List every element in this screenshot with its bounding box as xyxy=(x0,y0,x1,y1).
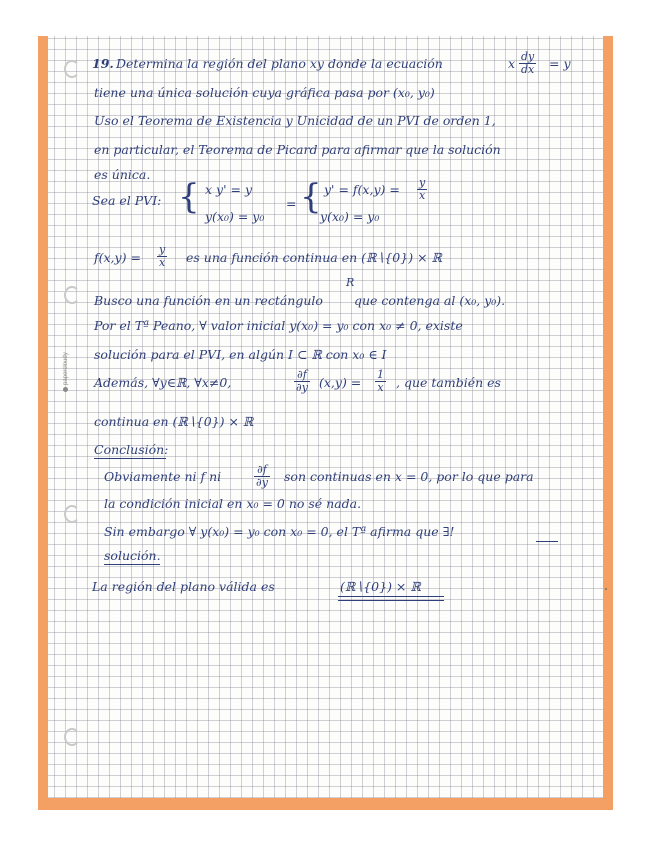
problem-line-1: Determina la región del plano xy donde la ecuación xyxy=(116,56,443,71)
final-answer: (ℝ∖{0}) × ℝ xyxy=(340,579,421,594)
conclusion-partial-fraction xyxy=(254,464,270,489)
conclusion-line-1b: son continuas en x = 0, por lo que para xyxy=(284,469,534,484)
conclusion-line-2: la condición inicial en x₀ = 0 no sé nada. xyxy=(104,496,362,511)
logo-icon xyxy=(63,387,68,392)
fraction-denominator: x xyxy=(377,381,384,394)
pvi-equation-1: x y' = y xyxy=(205,182,253,197)
partial-denominator: ∂y xyxy=(256,476,268,489)
final-prefix: La región del plano válida es xyxy=(92,579,275,594)
fraction-numerator: y xyxy=(419,176,426,189)
page-dot xyxy=(605,588,607,590)
one-over-x-fraction xyxy=(375,369,386,394)
intro-line-3: es única. xyxy=(94,167,151,182)
continuity-lhs: f(x,y) = xyxy=(94,250,141,265)
ademas-args: (x,y) = xyxy=(319,375,362,390)
left-brace-2: { xyxy=(300,177,322,217)
brand-logo xyxy=(63,352,69,392)
partial-denominator: ∂y xyxy=(296,381,308,394)
problem-number: 19. xyxy=(92,56,114,71)
search-line-1: Busco una función en un rectángulo xyxy=(94,293,323,308)
binder-hole-1 xyxy=(64,60,80,78)
search-line-1b: que contenga al (x₀, y₀). xyxy=(354,293,506,308)
fraction-denominator: x xyxy=(159,256,166,269)
fraction-numerator: y xyxy=(159,243,166,256)
partial-numerator: ∂f xyxy=(254,464,270,477)
pvi-label: Sea el PVI: xyxy=(92,193,162,208)
pvi-equals: = xyxy=(286,196,297,211)
logo-text: papercloudy xyxy=(63,352,70,385)
problem-line-2: tiene una única solución cuya gráfica pasa por (x₀, y₀) xyxy=(94,85,435,100)
answer-underline-1 xyxy=(338,596,444,597)
equation-rhs: = y xyxy=(549,56,571,71)
continuity-fraction xyxy=(157,244,167,269)
binder-hole-2 xyxy=(64,286,80,304)
fraction-denominator: x xyxy=(419,189,426,202)
peano-line: Por el Tª Peano, ∀ valor inicial y(x₀) = y₀ con x₀ ≠ 0, existe xyxy=(94,318,463,333)
answer-underline-2 xyxy=(338,600,444,601)
conclusion-heading: Conclusión: xyxy=(94,442,169,457)
equation-x: x xyxy=(508,56,516,71)
intro-line-2: en particular, el Teorema de Picard para afirmar que la solución xyxy=(94,142,501,157)
pvi-equation-2: y' = f(x,y) = xyxy=(324,182,400,197)
dx-denominator: dx xyxy=(521,63,535,76)
rectangle-label: R xyxy=(346,276,355,289)
ademas-line-2: continua en (ℝ∖{0}) × ℝ xyxy=(94,414,254,429)
binder-hole-4 xyxy=(64,728,80,746)
ademas-lhs: Además, ∀y∈ℝ, ∀x≠0, xyxy=(94,375,232,390)
continuity-rhs: es una función continua en (ℝ∖{0}) × ℝ xyxy=(186,250,442,265)
partial-numerator: ∂f xyxy=(294,369,310,382)
conclusion-underline xyxy=(94,458,166,459)
partial-derivative-fraction xyxy=(294,369,310,394)
unique-underline xyxy=(536,541,558,542)
solution-underline xyxy=(104,564,160,565)
intro-line-1: Uso el Teorema de Existencia y Unicidad de un PVI de orden 1, xyxy=(94,113,496,128)
dy-dx-fraction xyxy=(519,51,536,76)
conclusion-line-1a: Obviamente ni f ni xyxy=(104,469,222,484)
conclusion-line-3: Sin embargo ∀ y(x₀) = y₀ con x₀ = 0, el Tª afirma que ∃! xyxy=(104,524,455,539)
pvi-initial-condition-1: y(x₀) = y₀ xyxy=(205,209,265,224)
y-over-x-fraction xyxy=(417,177,427,202)
dy-numerator: dy xyxy=(521,50,535,63)
existence-line: solución para el PVI, en algún I ⊂ ℝ con x₀ ∈ I xyxy=(94,347,387,362)
ademas-rhs: , que también es xyxy=(396,375,501,390)
conclusion-line-4: solución. xyxy=(104,548,161,563)
left-brace-1: { xyxy=(178,177,200,217)
pvi-initial-condition-2: y(x₀) = y₀ xyxy=(320,209,380,224)
binder-hole-3 xyxy=(64,505,80,523)
fraction-numerator: 1 xyxy=(377,368,384,381)
